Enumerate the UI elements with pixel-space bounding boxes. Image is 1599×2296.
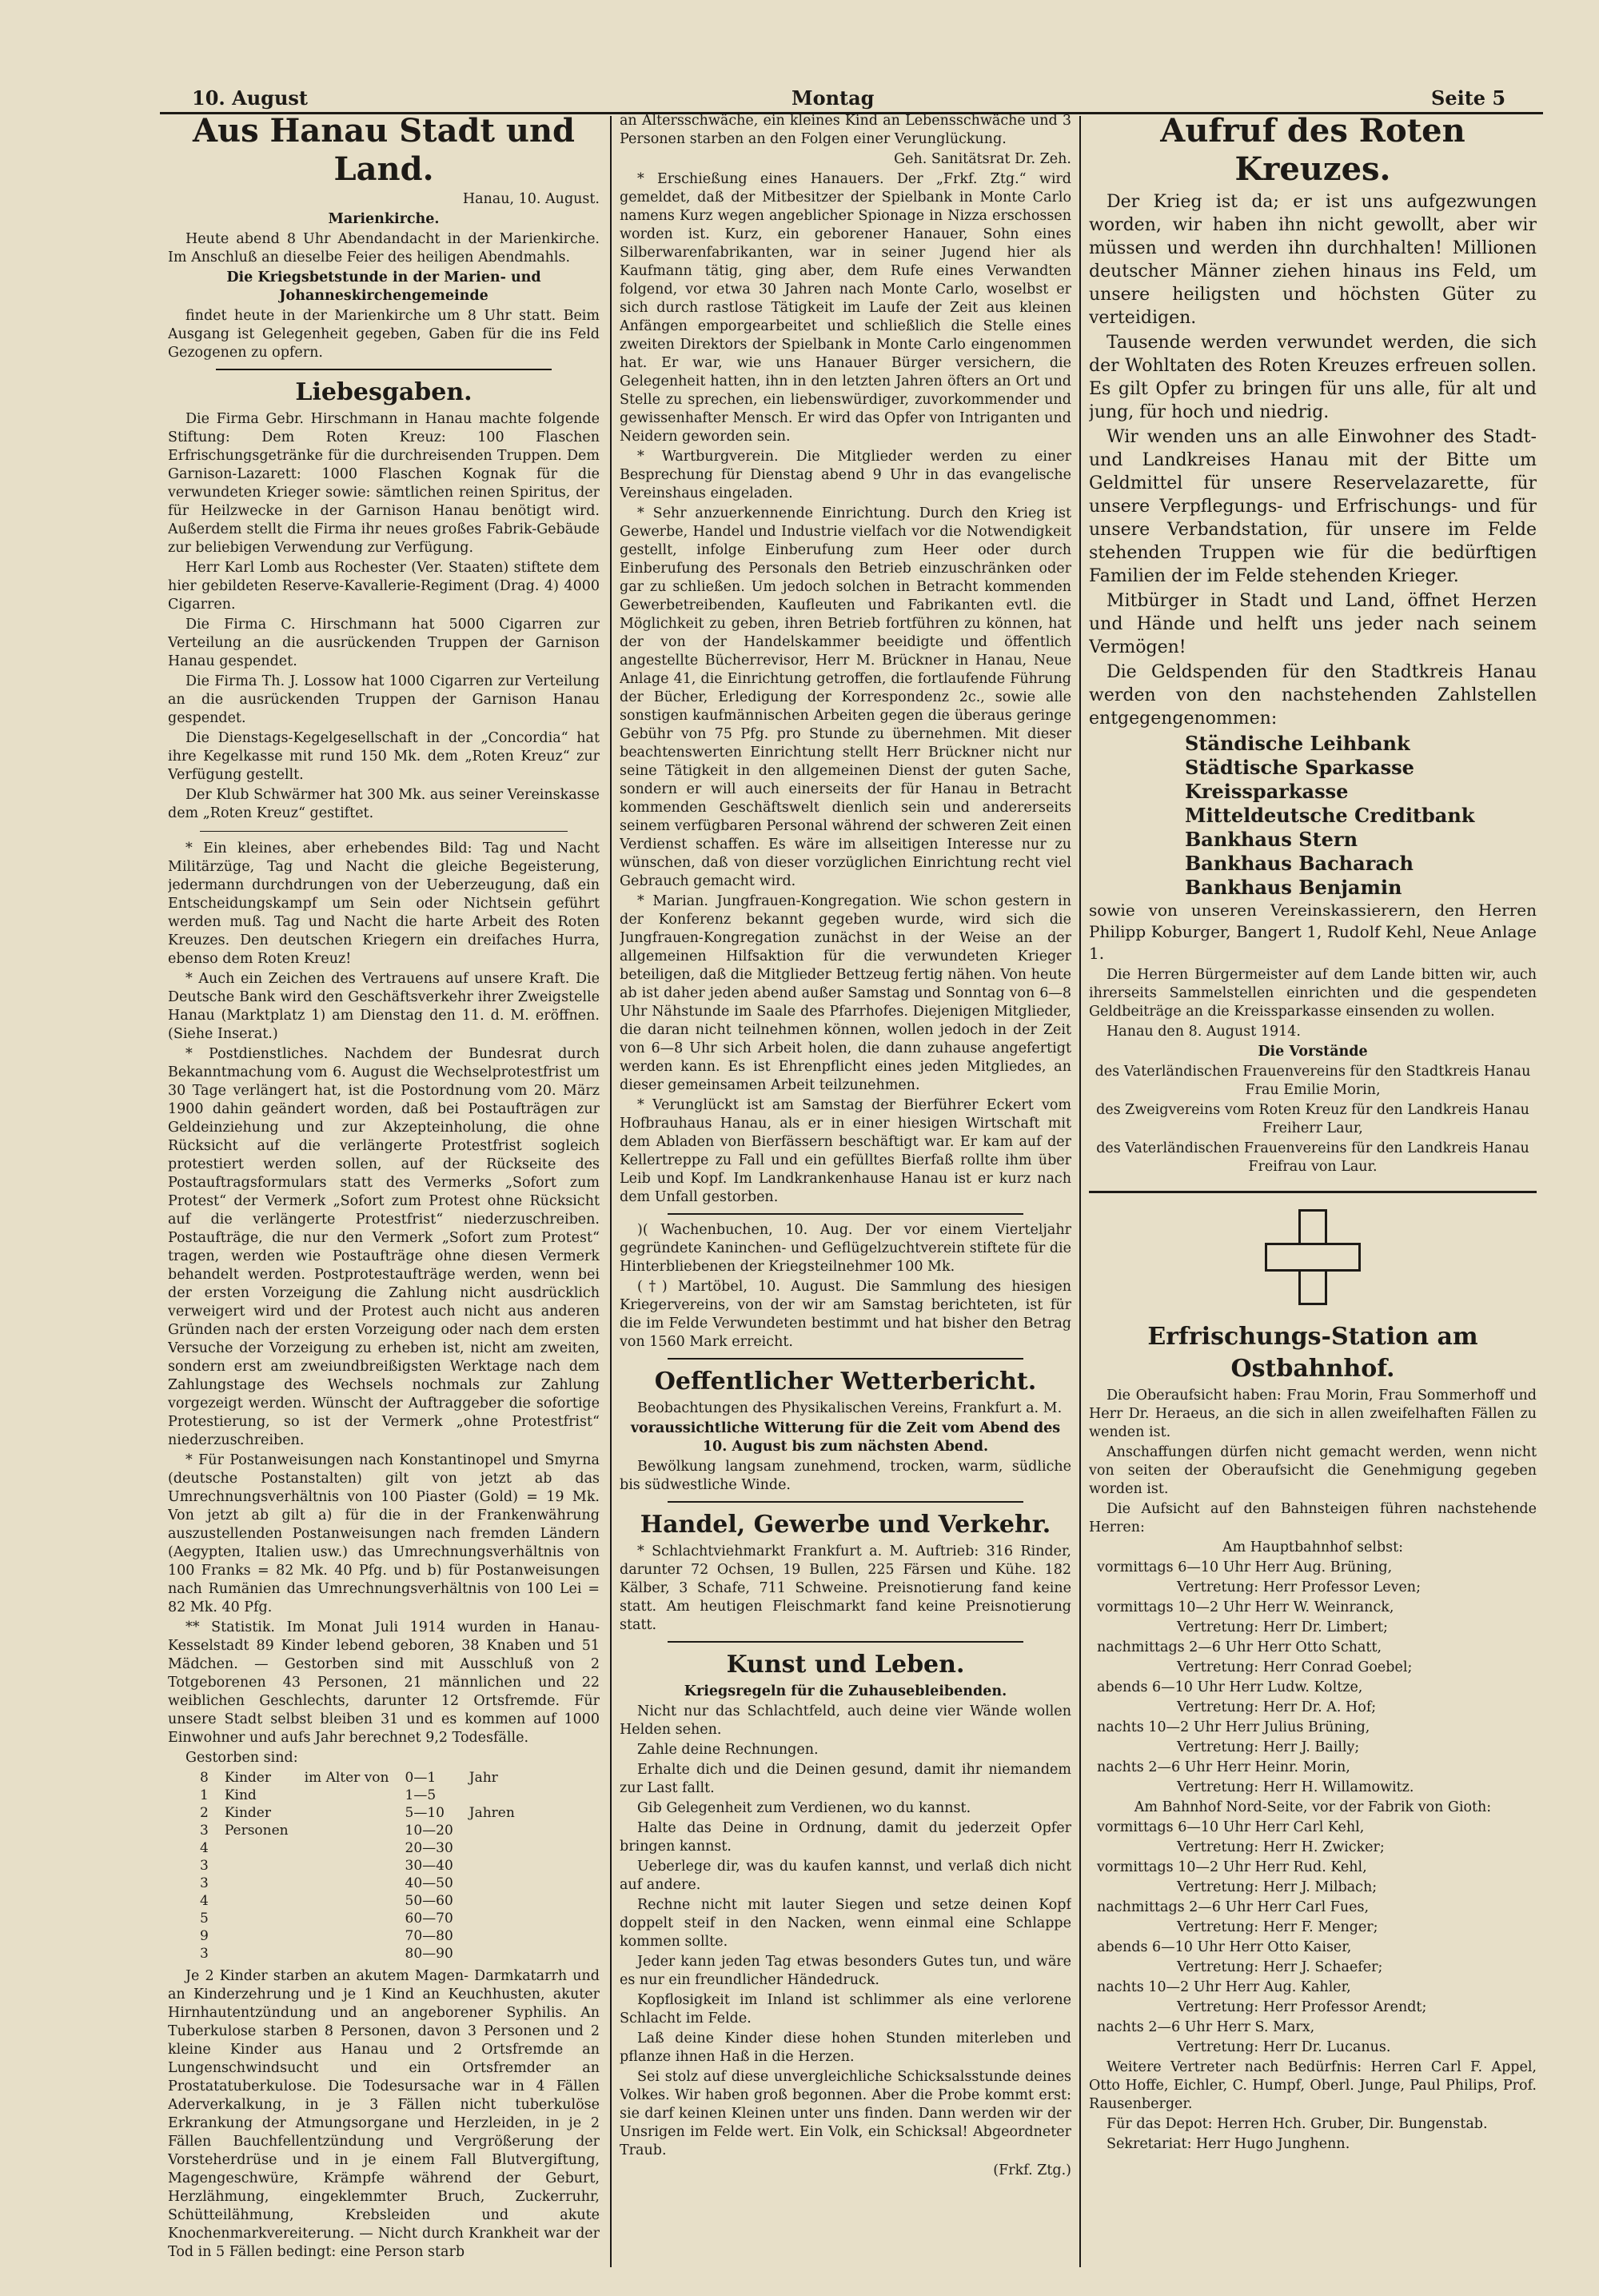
gestorben-label: Gestorben sind: (185, 1750, 298, 1766)
stats-cell: Jahr (469, 1770, 498, 1786)
schedule-entry: Vertretung: Herr Conrad Goebel; (1177, 1659, 1413, 1675)
article-schlachtviehmarkt: * Schlachtviehmarkt Frankfurt a. M. Auftrieb: 316 Rinder, darunter 72 Ochsen, 19 Bullen, 225 Färsen und Kühe. 182 Kälber, 3 Schafe, 711 Schweine. Preisnotierung fand keine statt. Am heutigen Fleischmarkt fand keine Preisnotierung statt. (620, 1543, 1071, 1633)
signature: des Vaterländischen Frauenvereins für den Landkreis Hanau Freifrau von Laur. (1096, 1140, 1529, 1175)
stats-cell (297, 1839, 397, 1857)
schedule-entry: nachmittags 2—6 Uhr Herr Carl Fues, (1097, 1899, 1370, 1915)
schedule-entry: vormittags 6—10 Uhr Herr Aug. Brüning, (1097, 1559, 1393, 1575)
subhead-handel: Handel, Gewerbe und Verkehr. (640, 1511, 1051, 1539)
station-title: Erfrischungs-Station am Ostbahnhof. (1147, 1323, 1478, 1383)
stats-cell: 70—80 (405, 1928, 453, 1944)
article-erschiessung: * Erschießung eines Hanauers. Der „Frkf. Ztg.“ wird gemeldet, daß der Mitbesitzer der Spielbank in Monte Carlo namens Kurz wegen angeblicher Spionage in Nizza erschossen worden ist. Kurz, ein geborener Hanauer, Sohn eines Silberwarenfabrikanten, war in seiner Jugend hier als Kaufmann tätig, ging aber, dem Rufe eines Verwandten folgend, vor etwa 30 Jahren nach Monte Carlo, woselbst er sich durch rastlose Tätigkeit im Laufe der Zeit aus kleinen Anfängen emporgearbeitet und schließlich die Stelle eines zweiten Direktors der Spielbank in Monte Carlo eingenommen hat. Er war, wie uns Hanauer Bürger versichern, die Gelegenheit hatten, ihn in den letzten Jahren öfters an Ort und Stelle zu sprechen, ein liebenswürdiger, zuvorkommender und gewissenhafter Mensch. Er wird das Opfer von Intriganten und Neidern geworden sein. (620, 171, 1071, 445)
stats-cell: Personen (224, 1823, 289, 1839)
signature: des Vaterländischen Frauenvereins für den Stadtkreis Hanau Frau Emilie Morin, (1095, 1064, 1531, 1098)
stats-cell (217, 1945, 297, 1963)
article-verunglueckt: * Verunglückt ist am Samstag der Bierführer Eckert vom Hofbrauhaus Hanau, als er in einer hiesigen Wirtschaft mit dem Abladen von Bierfässern beschäftigt war. Er kam auf der Kellertreppe zu Fall und ein gefülltes Bierfaß rollte ihm über Leib und Kopf. Im Landkrankenhause Hanau ist er kurz nach dem Unfall gestorben. (620, 1097, 1071, 1205)
wetter-text: Bewölkung langsam zunehmend, trocken, warm, südliche bis südwestliche Winde. (620, 1459, 1071, 1493)
divider (216, 369, 552, 370)
bank-item: Ständische Leihbank (1185, 732, 1410, 755)
subhead-kunst: Kunst und Leben. (726, 1651, 965, 1679)
hauptbahnhof-head: Am Hauptbahnhof selbst: (1222, 1539, 1404, 1555)
stats-row (192, 1787, 523, 1804)
kunst-line: Gib Gelegenheit zum Verdienen, wo du kannst. (637, 1800, 971, 1816)
stats-cell: 1 (200, 1787, 209, 1803)
kunst-line: Zahle deine Rechnungen. (637, 1742, 819, 1758)
stats-cell (217, 1875, 297, 1892)
article-continuation: an Altersschwäche, ein kleines Kind an Lebensschwäche und 3 Personen starben an den Folgen einer Verunglückung. (620, 113, 1071, 147)
stats-cell (217, 1839, 297, 1857)
stats-cell: Jahren (469, 1805, 515, 1821)
schedule-entry: Vertretung: Herr H. Zwicker; (1177, 1839, 1385, 1855)
bank-item: Bankhaus Bacharach (1185, 852, 1414, 875)
stats-cell: 50—60 (405, 1893, 453, 1909)
schedule-entry: Vertretung: Herr Dr. Limbert; (1177, 1619, 1388, 1635)
kunst-line: Sei stolz auf diese unvergleichliche Schicksalsstunde deines Volkes. Wir haben groß begonnen. Aber die Probe kommt erst: sie darf keinen Kleinen unter uns finden. Dann werden wir der Unsrigen im Felde wert. Ein Volk, ein Schicksal! Abgeordneter Traub. (620, 2069, 1071, 2158)
header-page: Seite 5 (1431, 86, 1506, 110)
nordseite-schedule (1089, 1819, 1537, 2057)
divider (668, 1641, 1023, 1643)
stats-cell (461, 1857, 523, 1875)
stats-cell (461, 1945, 523, 1963)
subhead-marienkirche: Marienkirche. (328, 211, 440, 227)
stats-cell (461, 1875, 523, 1892)
schedule-entry: nachts 2—6 Uhr Herr S. Marx, (1097, 2019, 1315, 2035)
stats-cell (461, 1910, 523, 1927)
aufruf-date: Hanau den 8. August 1914. (1107, 1024, 1301, 1040)
stats-cell: 5—10 (405, 1805, 445, 1821)
continuation-signature: Geh. Sanitätsrat Dr. Zeh. (894, 151, 1071, 167)
aufruf-paragraph: Mitbürger in Stadt und Land, öffnet Herzen und Hände und helft uns jeder nach seinem Vermögen! (1089, 591, 1537, 657)
column-2 (620, 112, 1071, 2271)
liebesgabe-item: Herr Karl Lomb aus Rochester (Ver. Staaten) stiftete dem hier gebildeten Reserve-Kavallerie-Regiment (Drag. 4) 4000 Cigarren. (168, 560, 600, 613)
article-wachenbuchen: )( Wachenbuchen, 10. Aug. Der vor einem Vierteljahr gegründete Kaninchen- und Geflügelzuchtverein stiftete für die Hinterbliebenen der Kriegsteilnehmer 100 Mk. (620, 1222, 1071, 1275)
schedule-entry: Vertretung: Herr Professor Leven; (1177, 1579, 1421, 1595)
stats-cell (297, 1945, 397, 1963)
aufruf-paragraph: Die Geldspenden für den Stadtkreis Hanau werden von den nachstehenden Zahlstellen entgegengenommen: (1089, 662, 1537, 729)
wetter-intro: Beobachtungen des Physikalischen Vereins, Frankfurt a. M. (637, 1400, 1063, 1416)
schedule-entry: vormittags 6—10 Uhr Herr Carl Kehl, (1097, 1819, 1365, 1835)
article-martoebel: (†) Martöbel, 10. August. Die Sammlung des hiesigen Kriegervereins, von der wir am Samstag berichteten, ist für die im Felde Verwundeten bestimmt und hat bisher den Betrag von 1560 Mark erreicht. (620, 1279, 1071, 1350)
depot-line: Für das Depot: Herren Hch. Gruber, Dir. Bungenstab. (1107, 2116, 1488, 2132)
stats-row (192, 1857, 523, 1875)
schedule-entry: nachts 2—6 Uhr Herr Heinr. Morin, (1097, 1759, 1350, 1775)
kunst-line: Kopflosigkeit im Inland ist schlimmer als eine verlorene Schlacht im Felde. (620, 1992, 1071, 2026)
stats-cell (461, 1787, 523, 1804)
divider (668, 1358, 1023, 1360)
station-paragraph: Die Aufsicht auf den Bahnsteigen führen nachstehende Herren: (1089, 1501, 1537, 1535)
stats-cell (297, 1875, 397, 1892)
stats-cell (461, 1822, 523, 1839)
stats-cell: 2 (200, 1805, 209, 1821)
stats-cell: 3 (200, 1946, 209, 1962)
aufruf-paragraph: sowie von unseren Vereinskassierern, den Herren Philipp Koburger, Bangert 1, Rudolf Kehl, Neue Anlage 1. (1089, 900, 1537, 963)
schedule-entry: nachts 10—2 Uhr Herr Aug. Kahler, (1097, 1979, 1351, 1995)
schedule-entry: nachts 10—2 Uhr Herr Julius Brüning, (1097, 1719, 1370, 1735)
stats-row (192, 1839, 523, 1857)
stats-row (192, 1910, 523, 1927)
hauptbahnhof-schedule (1089, 1559, 1537, 1797)
kunst-line: Nicht nur das Schlachtfeld, auch deine vier Wände wollen Helden sehen. (620, 1703, 1071, 1738)
stats-cell (297, 1822, 397, 1839)
station-paragraph: Anschaffungen dürfen nicht gemacht werden, wenn nicht von seiten der Oberaufsicht die Genehmigung gegeben worden ist. (1089, 1444, 1537, 1497)
kunst-line: Ueberlege dir, was du kaufen kannst, und verlaß dich nicht auf andere. (620, 1859, 1071, 1893)
schedule-entry: Vertretung: Herr H. Willamowitz. (1177, 1779, 1414, 1795)
article-betstunde: findet heute in der Marienkirche um 8 Uhr statt. Beim Ausgang ist Gelegenheit gegeben, Gaben für die ins Feld Gezogenen zu opfern. (168, 308, 600, 361)
kunst-line: Laß deine Kinder diese hohen Stunden miterleben und pflanze ihnen Haß in die Herzen. (620, 2030, 1071, 2065)
stats-cell (461, 1892, 523, 1910)
stats-row (192, 1822, 523, 1839)
stats-row (192, 1892, 523, 1910)
aufruf-paragraph: Der Krieg ist da; er ist uns aufgezwungen worden, wir haben ihn nicht gewollt, aber wir müssen und werden ihn durchhalten! Millionen deutscher Männer ziehen hinaus ins Feld, um unsere heiligsten und höchsten Güter zu verteidigen. (1089, 192, 1537, 328)
stats-cell (217, 1927, 297, 1945)
column-rule-1 (610, 116, 612, 2267)
stats-cell (297, 1787, 397, 1804)
stats-cell (461, 1839, 523, 1857)
aufruf-title: Aufruf des Roten Kreuzes. (1160, 112, 1465, 188)
stats-cell: 3 (200, 1875, 209, 1891)
schedule-entry: Vertretung: Herr J. Bailly; (1177, 1739, 1360, 1755)
stats-cell: Kinder (224, 1770, 271, 1786)
vorstaende-label: Die Vorstände (1258, 1044, 1368, 1060)
kunst-line: Rechne nicht mit lauter Siegen und setze deinen Kopf doppelt steif in den Nacken, wenn einmal eine Schlappe kommen sollte. (620, 1897, 1071, 1950)
divider (668, 1213, 1023, 1215)
divider (1089, 1191, 1537, 1193)
schedule-entry: abends 6—10 Uhr Herr Ludw. Koltze, (1097, 1679, 1363, 1695)
bank-item: Bankhaus Benjamin (1185, 876, 1402, 899)
schedule-entry: abends 6—10 Uhr Herr Otto Kaiser, (1097, 1939, 1352, 1955)
section-title-hanau: Aus Hanau Stadt und Land. (192, 112, 576, 188)
stats-row (192, 1804, 523, 1822)
liebesgabe-item: Die Firma Gebr. Hirschmann in Hanau machte folgende Stiftung: Dem Roten Kreuz: 100 Flaschen Erfrischungsgetränke für die durchreisenden Truppen. Dem Garnison-Lazarett: 1000 Flaschen Kognak für die verwundeten Krieger sowie: sämtlichen reinen Spiritus, der für Heilzwecke in der Garnison Hanau benötigt wird. Außerdem stellt die Firma ihr neues großes Fabrik-Gebäude zur beliebigen Verwendung zur Verfügung. (168, 411, 600, 556)
stats-cell: 10—20 (405, 1823, 453, 1839)
stats-row (192, 1945, 523, 1963)
header-day: Montag (792, 86, 875, 110)
stats-cell: 30—40 (405, 1858, 453, 1874)
wetter-bold: voraussichtliche Witterung für die Zeit vom Abend des 10. August bis zum nächsten Abend. (630, 1420, 1061, 1455)
divider (200, 831, 568, 832)
stats-cell: 3 (200, 1823, 209, 1839)
liebesgabe-item: Die Firma C. Hirschmann hat 5000 Cigarren zur Verteilung an die ausrückenden Truppen der Garnison Hanau gespendet. (168, 617, 600, 669)
bank-item: Mitteldeutsche Creditbank (1185, 804, 1475, 827)
stats-cell (297, 1892, 397, 1910)
red-cross-icon (1265, 1209, 1361, 1305)
stats-cell: Kinder (224, 1805, 271, 1821)
divider (668, 1501, 1023, 1503)
bank-list (1089, 732, 1537, 900)
bank-item: Bankhaus Stern (1185, 828, 1358, 851)
stats-cell: 1—5 (405, 1787, 437, 1803)
subhead-betstunde: Die Kriegsbetstunde in der Marien- und Johanneskirchengemeinde (226, 270, 541, 304)
schedule-entry: vormittags 10—2 Uhr Herr Rud. Kehl, (1097, 1859, 1367, 1875)
stats-cell: 9 (200, 1928, 209, 1944)
aufruf-paragraph: Tausende werden verwundet werden, die sich der Wohltaten des Roten Kreuzes erfreuen sollen. Es gilt Opfer zu bringen für uns alle, für alt und jung, für hoch und niedrig. (1089, 333, 1537, 422)
schedule-entry: Vertretung: Herr Professor Arendt; (1177, 1999, 1427, 2015)
stats-cell: Kind (224, 1787, 257, 1803)
article-marienkirche: Heute abend 8 Uhr Abendandacht in der Marienkirche. Im Anschluß an dieselbe Feier des heiligen Abendmahls. (168, 231, 600, 266)
column-rule-2 (1079, 116, 1081, 2267)
aufruf-paragraph: Die Herren Bürgermeister auf dem Lande bitten wir, auch ihrerseits Sammelstellen einrichten und die gespendeten Geldbeiträge an die Kreissparkasse einsenden zu wollen. (1089, 967, 1537, 1020)
schedule-entry: Vertretung: Herr Dr. A. Hof; (1177, 1699, 1377, 1715)
article-statistik: ** Statistik. Im Monat Juli 1914 wurden in Hanau-Kesselstadt 89 Kinder lebend geboren, 38 Knaben und 51 Mädchen. — Gestorben sind mit Ausschluß von 2 Totgeborenen 43 Personen, 21 männlichen und 22 weiblichen Geschlechts, darunter 12 Ortsfremde. Für unsere Stadt selbst bleiben 31 und es kommen auf 1000 Einwohner und aufs Jahr berechnet 9,2 Todesfälle. (168, 1619, 600, 1746)
stats-cell (217, 1892, 297, 1910)
schedule-entry: vormittags 10—2 Uhr Herr W. Weinranck, (1097, 1599, 1394, 1615)
stats-cell: 8 (200, 1770, 209, 1786)
stats-cell (217, 1857, 297, 1875)
stats-cell (297, 1910, 397, 1927)
liebesgabe-item: Die Firma Th. J. Lossow hat 1000 Cigarren zur Verteilung an die ausrückenden Truppen der Garnison Hanau gespendet. (168, 673, 600, 726)
bank-item: Städtische Sparkasse (1185, 756, 1414, 779)
stats-row (192, 1769, 523, 1787)
stats-cell: 4 (200, 1840, 209, 1856)
stats-row (192, 1875, 523, 1892)
article-wartburgverein: * Wartburgverein. Die Mitglieder werden zu einer Besprechung für Dienstag abend 9 Uhr in das evangelische Vereinshaus eingeladen. (620, 449, 1071, 501)
column-3 (1089, 112, 1537, 2271)
stats-cell (297, 1857, 397, 1875)
schedule-entry: nachmittags 2—6 Uhr Herr Otto Schatt, (1097, 1639, 1382, 1655)
kunst-source: (Frkf. Ztg.) (993, 2162, 1071, 2178)
station-paragraph: Weitere Vertreter nach Bedürfnis: Herren Carl F. Appel, Otto Hoffe, Eichler, C. Humpf, Oberl. Junge, Paul Philips, Prof. Rausenberger. (1089, 2059, 1537, 2112)
schedule-entry: Vertretung: Herr Dr. Lucanus. (1177, 2039, 1391, 2055)
bank-item: Kreissparkasse (1185, 780, 1349, 803)
stats-cell: 4 (200, 1893, 209, 1909)
stats-cell: 40—50 (405, 1875, 453, 1891)
signature: des Zweigvereins vom Roten Kreuz für den Landkreis Hanau Freiherr Laur, (1096, 1102, 1529, 1136)
article-bild: * Ein kleines, aber erhebendes Bild: Tag und Nacht Militärzüge, Tag und Nacht die gleiche Begeisterung, jedermann durchdrungen von der Ueberzeugung, daß ein Entscheidungskampf um Sein oder Nichtsein geführt werden muß. Tag und Nacht die harte Arbeit des Roten Kreuzes. Den deutschen Kriegern ein dreifaches Hurra, ebenso dem Roten Kreuz! (168, 841, 600, 967)
dateline: Hanau, 10. August. (462, 191, 600, 207)
stats-cell: 3 (200, 1858, 209, 1874)
article-marian: * Marian. Jungfrauen-Kongregation. Wie schon gestern in der Konferenz bekannt gegeben wurde, wird sich die Jungfrauen-Kongregation zunächst in der Weise an der allgemeinen Hilfsaktion für die verwundeten Krieger beteiligen, daß die Mitglieder Bettzeug fertig nähen. Von heute ab ist daher jeden abend außer Samstag und Sonntag von 6—8 Uhr Nähstunde im Saale des Pfarrhofes. Diejenigen Mitglieder, die daran nicht teilnehmen können, wollen jedoch in der Zeit von 6—8 Uhr sich Arbeit holen, die dann zuhause angefertigt werden kann. Es ist Ehrenpflicht eines jeden Mitgliedes, an dieser gemeinsamen Arbeit teilzunehmen. (620, 893, 1071, 1093)
aufruf-paragraph: Wir wenden uns an alle Einwohner des Stadt- und Landkreises Hanau mit der Bitte um Geldmittel für unsere Reservelazarette, für unsere Verpflegungs- und Erfrischungs- und für unsere Verbandstation, für unsere im Felde stehenden Truppen wie für die bedürftigen Familien der im Felde stehenden Krieger. (1089, 427, 1537, 586)
column-1 (168, 112, 600, 2271)
schedule-entry: Vertretung: Herr J. Schaefer; (1177, 1959, 1383, 1975)
article-todesursachen: Je 2 Kinder starben an akutem Magen- Darmkatarrh und an Kinderzehrung und je 1 Kind an Keuchhusten, akuter Hirnhautentzündung und an angeborener Syphilis. An Tuberkulose starben 8 Personen, davon 3 Personen und 2 kleine Kinder aus Hanau und 2 Ortsfremde an Lungenschwindsucht und ein Ortsfremder an Prostatatuberkulose. Die Todesursache war in 4 Fällen Aderverkalkung, in je 3 Fällen nicht tuberkulöse Erkrankung der Atmungsorgane und Herzleiden, in je 2 Fällen Bauchfellentzündung und Vergrößerung der Vorsteherdrüse und in je einem Fall Blutvergiftung, Magengeschwüre, Krämpfe während der Geburt, Herzlähmung, eingeklemmter Bruch, Zuckerruhr, Schütteilähmung, Krebsleiden und akute Knochenmarkvereiterung. — Nicht durch Krankheit war der Tod in 5 Fällen bedingt: eine Person starb (168, 1968, 600, 2260)
stats-cell: 20—30 (405, 1840, 453, 1856)
stats-cell: 0—1 (405, 1770, 437, 1786)
article-einrichtung: * Sehr anzuerkennende Einrichtung. Durch den Krieg ist Gewerbe, Handel und Industrie vielfach vor die Notwendigkeit gestellt, infolge Einberufung zum Heer oder durch Einberufung des Personals den Betrieb einzuschränken oder gar zu schließen. Um jedoch solchen in Betracht kommenden Gewerbetreibenden, Kaufleuten und Fabrikanten evtl. die Möglichkeit zu geben, ihren Betrieb fortführen zu können, hat der von der Handelskammer beeidigte und öffentlich angestellte Bücherrevisor, Herr M. Brückner in Hanau, Neue Anlage 41, die Einrichtung getroffen, die fortlaufende Führung der Bücher, Erledigung der Korrespondenz 2c., sowie alle sonstigen kaufmännischen Arbeiten gegen die überaus geringe Gebühr von 75 Pfg. pro Stunde zu übernehmen. Mit dieser beachtenswerten Einrichtung stellt Herr Brückner nicht nur seine Tätigkeit in den allgemeinen Dienst der guten Sache, sondern er will auch einerseits der für Hanau in Betracht kommenden Geschäftswelt dienlich sein und andererseits seinem verfügbaren Personal während der schweren Zeit einen Verdienst schaffen. Es wäre im allseitigen Interesse nur zu wünschen, daß von dieser vorzüglichen Einrichtung recht viel Gebrauch gemacht wird. (620, 505, 1071, 889)
kunst-line: Jeder kann jeden Tag etwas besonders Gutes tun, und wäre es nur ein freundlicher Händedruck. (620, 1954, 1071, 1988)
station-paragraph: Die Oberaufsicht haben: Frau Morin, Frau Sommerhoff und Herr Dr. Heraeus, an die sich in allen zweifelhaften Fällen zu wenden ist. (1089, 1388, 1537, 1440)
stats-cell (297, 1804, 397, 1822)
kunst-line: Erhalte dich und die Deinen gesund, damit ihr niemandem zur Last fallt. (620, 1762, 1071, 1796)
subhead-liebesgaben: Liebesgaben. (295, 378, 473, 406)
article-postdienst: * Postdienstliches. Nachdem der Bundesrat durch Bekanntmachung vom 6. August die Wechselprotestfrist um 30 Tage verlängert hat, ist die Postordnung vom 20. März 1900 dahin geändert worden, daß bei Postaufträgen zur Geldeinziehung und zur Akzepteinholung, die ohne Rücksicht auf die verlängerte Protestfrist sogleich protestiert werden sollen, auf der Rückseite des Postauftragsformulars statt des Vermerks „Sofort zum Protest“ der Vermerk „Sofort zum Protest ohne Rücksicht auf die verlängerte Protestfrist“ niederzuschreiben. Postaufträge, die nur den Vermerk „Sofort zum Protest“ tragen, werden wie Postaufträge ohne diesen Vermerk behandelt werden. Postprotestaufträge werden, wenn bei der ersten Vorzeigung die Zahlung nicht ausdrücklich verweigert wird und der Protest auch nicht aus anderen Gründen nach der ersten Vorzeigung oder nach dem ersten Versuche der Vorzeigung zu erheben ist, nicht am zweiten, sondern erst am zweiundbreißigsten Werktage nach dem Zahlungstage des Wechsels nochmals zur Zahlung vorgezeigt werden. Wünscht der Auftraggeber die sofortige Protestierung, so ist der Vermerk „ohne Protestfrist“ niederzuschreiben. (168, 1046, 600, 1448)
stats-cell: im Alter von (304, 1770, 389, 1786)
stats-cell: 60—70 (405, 1911, 453, 1927)
schedule-entry: Vertretung: Herr J. Milbach; (1177, 1879, 1378, 1895)
death-statistics-table (192, 1769, 523, 1963)
article-vertrauen: * Auch ein Zeichen des Vertrauens auf unsere Kraft. Die Deutsche Bank wird den Geschäftsverkehr ihrer Zweigstelle Hanau (Marktplatz 1) am Dienstag den 11. d. M. eröffnen. (Siehe Inserat.) (168, 971, 600, 1042)
liebesgabe-item: Die Dienstags-Kegelgesellschaft in der „Concordia“ hat ihre Kegelkasse mit rund 150 Mk. dem „Roten Kreuz“ zur Verfügung gestellt. (168, 730, 600, 783)
sekretariat-line: Sekretariat: Herr Hugo Junghenn. (1107, 2136, 1350, 2152)
kunst-line: Halte das Deine in Ordnung, damit du jederzeit Opfer bringen kannst. (620, 1820, 1071, 1855)
stats-row (192, 1927, 523, 1945)
kunst-subtitle: Kriegsregeln für die Zuhausebleibenden. (684, 1683, 1007, 1699)
stats-cell: 80—90 (405, 1946, 453, 1962)
subhead-wetterbericht: Oeffentlicher Wetterbericht. (654, 1368, 1037, 1396)
stats-cell (297, 1927, 397, 1945)
liebesgabe-item: Der Klub Schwärmer hat 300 Mk. aus seiner Vereinskasse dem „Roten Kreuz“ gestiftet. (168, 787, 600, 821)
stats-cell (217, 1910, 297, 1927)
stats-cell: 5 (200, 1911, 209, 1927)
nordseite-head: Am Bahnhof Nord-Seite, vor der Fabrik von Gioth: (1134, 1799, 1492, 1815)
header-date: 10. August (192, 86, 309, 110)
stats-cell (461, 1927, 523, 1945)
schedule-entry: Vertretung: Herr F. Menger; (1177, 1919, 1378, 1935)
article-postanweisungen: * Für Postanweisungen nach Konstantinopel und Smyrna (deutsche Postanstalten) gilt von jetzt ab das Umrechnungsverhältnis von 100 Piaster (Gold) = 19 Mk. Von jetzt ab gilt a) für die in der Frankenwährung auszustellenden Postanweisungen nach fremden Ländern (Aegypten, Italien usw.) das Umrechnungsverhältnis von 100 Franks = 82 Mk. 40 Pfg. und b) für Postanweisungen nach Rumänien das Umrechnungsverhältnis von 100 Lei = 82 Mk. 40 Pfg. (168, 1452, 600, 1615)
